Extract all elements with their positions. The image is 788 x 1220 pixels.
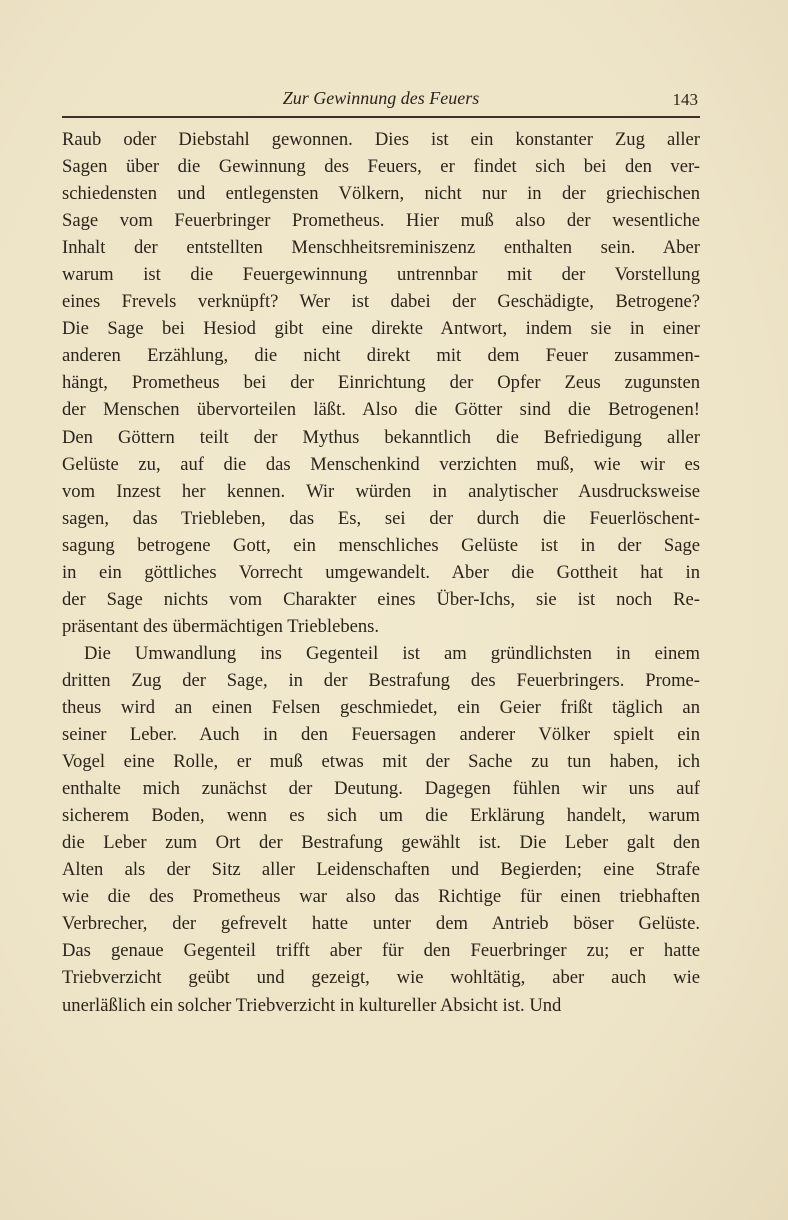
- text-line: unerläßlich ein solcher Triebverzicht in kultureller Absicht ist. Und: [62, 994, 562, 1016]
- text-line: Verbrecher, der gefrevelt hatte unter dem Antrieb böser Gelüste.: [62, 913, 700, 935]
- text-line: wie die des Prometheus war also das Richtige für einen triebhaften: [62, 886, 700, 908]
- text-line: Den Göttern teilt der Mythus bekanntlich die Befriedigung aller: [62, 426, 700, 448]
- text-line: die Leber zum Ort der Bestrafung gewählt ist. Die Leber galt den: [62, 832, 700, 854]
- text-line: sicherem Boden, wenn es sich um die Erklärung handelt, warum: [62, 805, 700, 827]
- text-line: der Sage nichts vom Charakter eines Über-Ichs, sie ist noch Re-: [62, 588, 700, 610]
- header-rule: [62, 116, 700, 118]
- text-line: warum ist die Feuergewinnung untrennbar mit der Vorstellung: [62, 264, 700, 286]
- text-line: Alten als der Sitz aller Leidenschaften und Begierden; eine Strafe: [62, 859, 700, 881]
- text-line: sagung betrogene Gott, ein menschliches Gelüste ist in der Sage: [62, 534, 700, 556]
- body-text: [62, 126, 700, 1019]
- text-line: seiner Leber. Auch in den Feuersagen anderer Völker spielt ein: [62, 724, 700, 746]
- page-header: [62, 86, 700, 114]
- text-line: Vogel eine Rolle, er muß etwas mit der Sache zu tun haben, ich: [62, 751, 700, 773]
- text-line: der Menschen übervorteilen läßt. Also die Götter sind die Betrogenen!: [62, 399, 700, 421]
- text-line: präsentant des übermächtigen Trieblebens.: [62, 615, 380, 637]
- text-line: theus wird an einen Felsen geschmiedet, ein Geier frißt täglich an: [62, 696, 700, 718]
- text-line: Inhalt der entstellten Menschheitsreminiszenz enthalten sein. Aber: [62, 237, 700, 259]
- text-line: Triebverzicht geübt und gezeigt, wie wohltätig, aber auch wie: [62, 967, 700, 989]
- text-line: sagen, das Triebleben, das Es, sei der durch die Feuerlöschent-: [62, 507, 700, 529]
- text-line: in ein göttliches Vorrecht umgewandelt. Aber die Gottheit hat in: [62, 561, 700, 583]
- running-title: Zur Gewinnung des Feuers: [282, 88, 480, 108]
- text-line: eines Frevels verknüpft? Wer ist dabei der Geschädigte, Betrogene?: [62, 291, 700, 313]
- text-line: hängt, Prometheus bei der Einrichtung der Opfer Zeus zugunsten: [62, 372, 700, 394]
- text-line: Sage vom Feuerbringer Prometheus. Hier muß also der wesentliche: [62, 210, 700, 232]
- text-line: Das genaue Gegenteil trifft aber für den Feuerbringer zu; er hatte: [62, 940, 700, 962]
- text-line: Gelüste zu, auf die das Menschenkind verzichten muß, wie wir es: [62, 453, 700, 475]
- text-line: schiedensten und entlegensten Völkern, nicht nur in der griechischen: [62, 183, 700, 205]
- text-line: Die Sage bei Hesiod gibt eine direkte Antwort, indem sie in einer: [62, 318, 700, 340]
- text-line: enthalte mich zunächst der Deutung. Dagegen fühlen wir uns auf: [62, 778, 700, 800]
- page-number: 143: [672, 90, 698, 109]
- text-line: dritten Zug der Sage, in der Bestrafung des Feuerbringers. Prome-: [62, 669, 700, 691]
- text-line: anderen Erzählung, die nicht direkt mit dem Feuer zusammen-: [62, 345, 700, 367]
- text-line: vom Inzest her kennen. Wir würden in analytischer Ausdrucksweise: [62, 480, 700, 502]
- text-line: Sagen über die Gewinnung des Feuers, er findet sich bei den ver-: [62, 156, 700, 178]
- text-line: Die Umwandlung ins Gegenteil ist am gründlichsten in einem: [84, 642, 700, 664]
- text-line: Raub oder Diebstahl gewonnen. Dies ist ein konstanter Zug aller: [62, 129, 700, 150]
